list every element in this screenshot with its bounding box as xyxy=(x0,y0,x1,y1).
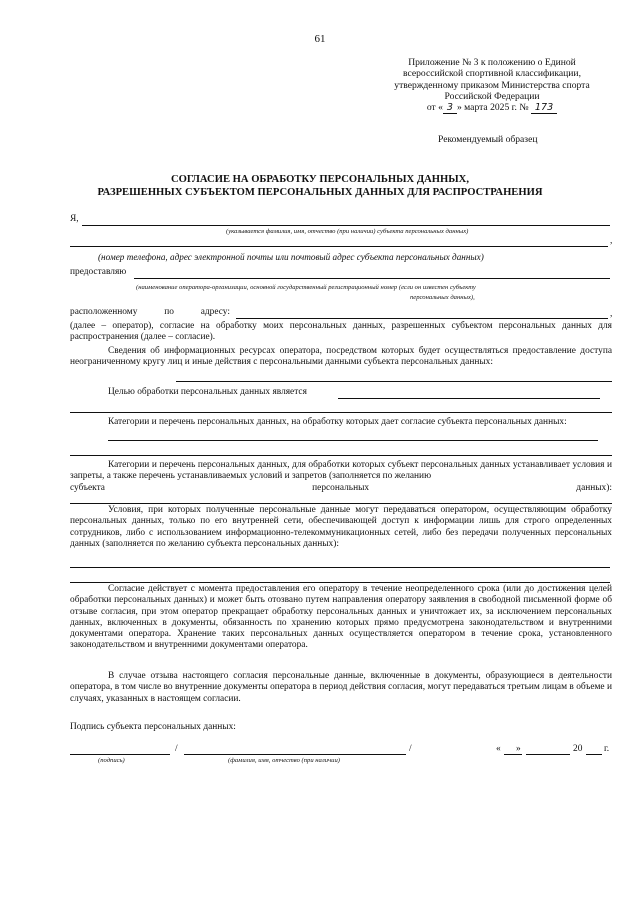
signature-slash-2: / xyxy=(409,744,412,754)
operator-field[interactable] xyxy=(134,278,610,279)
appendix-line-2: всероссийской спортивной классификации, xyxy=(403,68,581,80)
page-number: 61 xyxy=(314,33,326,45)
hint-contacts: (номер телефона, адрес электронной почты или почтовый адрес субъекта персональных данных) xyxy=(98,252,484,262)
located-word-3: адресу: xyxy=(200,307,230,317)
categories-field[interactable] xyxy=(108,440,598,441)
conditions-word-1: субъекта xyxy=(70,483,105,493)
fullname-field[interactable] xyxy=(184,754,406,755)
appendix-date-prefix: от « xyxy=(426,102,443,114)
transfer-field-2[interactable] xyxy=(70,582,610,583)
title-line-1: СОГЛАСИЕ НА ОБРАБОТКУ ПЕРСОНАЛЬНЫХ ДАННЫХ, xyxy=(171,174,469,185)
purpose-label: Целью обработки персональных данных является xyxy=(108,387,307,397)
hint-signature: (подпись) xyxy=(98,757,125,764)
validity-paragraph: Согласие действует с момента предоставления его оператору в течение неопределенного срока (или до достижения целей обработки персональных данных) и может быть отозвано путем направления оператору заявления в свободной письменной форме об отзыве согласия, при этом оператор прекращает обработку персональных данных и уничтожает их, за исключением персональных данных, включенных в документы, обязанность по хранению которых прямо предусмотрена законодательством и внутренними документами оператора. Хранение таких персональных данных осуществляется оператором в течение срока, установленного законодательством и внутренними документами оператора. xyxy=(70,584,612,651)
resources-paragraph: Сведения об информационных ресурсах оператора, посредством которых будет осуществляться предоставление доступа неограниченному кругу лиц и иные действия с персональными данными субъекта персональных данных: xyxy=(70,346,612,368)
conditions-paragraph: Категории и перечень персональных данных, для обработки которых субъект персональных данных устанавливает условия и запреты, а также перечень устанавливаемых условий и запретов (заполняется по желанию xyxy=(70,460,612,482)
conditions-field[interactable] xyxy=(70,503,612,504)
hint-operator-1: (наименование оператора-организации, основной государственный регистрационный номер (если он известен субъекту xyxy=(136,284,476,291)
contacts-field[interactable] xyxy=(70,246,608,247)
date-year-prefix: 20 xyxy=(573,744,583,754)
located-label xyxy=(70,307,230,318)
appendix-line-1: Приложение № 3 к положению о Единой xyxy=(408,57,576,68)
located-word-2: по xyxy=(164,307,174,317)
purpose-field-2[interactable] xyxy=(70,412,612,413)
appendix-date-day: 3 xyxy=(443,102,457,114)
contacts-comma: , xyxy=(610,236,613,246)
appendix-order-number: 173 xyxy=(531,102,557,114)
located-word-1: расположенному xyxy=(70,307,138,317)
conditions-word-2: персональных xyxy=(312,483,370,493)
date-month-field[interactable] xyxy=(526,754,570,755)
provide-label: предоставляю xyxy=(70,267,127,277)
transfer-field[interactable] xyxy=(70,567,610,568)
signature-slash-1: / xyxy=(175,744,178,754)
date-year-field[interactable] xyxy=(586,754,602,755)
categories-field-2[interactable] xyxy=(70,455,612,456)
date-close-quote: » xyxy=(516,744,521,754)
address-comma: , xyxy=(610,309,613,319)
appendix-date-mid: » марта 2025 г. № xyxy=(456,102,529,114)
conditions-word-3: данных): xyxy=(576,483,612,493)
title-line-2: РАЗРЕШЕННЫХ СУБЪЕКТОМ ПЕРСОНАЛЬНЫХ ДАННЫХ ДЛЯ РАСПРОСТРАНЕНИЯ xyxy=(97,186,543,198)
i-label: Я, xyxy=(70,214,79,224)
purpose-field[interactable] xyxy=(338,398,600,399)
categories-paragraph: Категории и перечень персональных данных, на обработку которых дает согласие субъекта персональных данных: xyxy=(108,417,567,427)
resources-field[interactable] xyxy=(176,381,612,382)
recommended-sample-label: Рекомендуемый образец xyxy=(438,134,538,145)
date-open-quote: « xyxy=(496,744,501,754)
date-year-suffix: г. xyxy=(604,744,610,754)
appendix-block xyxy=(372,57,612,114)
hint-fio: (указывается фамилия, имя, отчество (при наличии) субъекта персональных данных) xyxy=(226,228,469,235)
hint-operator-2: персональных данных), xyxy=(410,294,475,301)
signature-label: Подпись субъекта персональных данных: xyxy=(70,722,236,732)
conditions-tail xyxy=(70,483,612,494)
appendix-line-4: Российской Федерации xyxy=(444,90,540,102)
hint-fullname: (фамилия, имя, отчество (при наличии) xyxy=(228,757,340,764)
appendix-line-3: утвержденному приказом Министерства спорта xyxy=(394,79,590,91)
document-title xyxy=(0,174,640,200)
appendix-date-line xyxy=(372,102,612,113)
signature-field[interactable] xyxy=(70,754,170,755)
fio-field[interactable] xyxy=(82,225,610,226)
revocation-paragraph: В случае отзыва настоящего согласия персональные данные, включенные в документы, образующиеся в деятельности оператора, в том числе во внутренние документы оператора в период действия согласия, могут передаваться третьим лицам в объеме и случаях, указанных в настоящем согласии. xyxy=(70,671,612,704)
operator-paragraph: (далее – оператор), согласие на обработку моих персональных данных, разрешенных субъектом персональных данных для распространения (далее – согласие). xyxy=(70,321,612,343)
address-field[interactable] xyxy=(236,318,608,319)
transfer-paragraph: Условия, при которых полученные персональные данные могут передаваться оператором, осуществляющим обработку персональных данных, только по его внутренней сети, обеспечивающей доступ к информации лишь для строго определенных сотрудников, либо с использованием информационно-телекоммуникационных сетей, либо без передачи полученных персональных данных (заполняется по желанию субъекта персональных данных): xyxy=(70,505,612,549)
